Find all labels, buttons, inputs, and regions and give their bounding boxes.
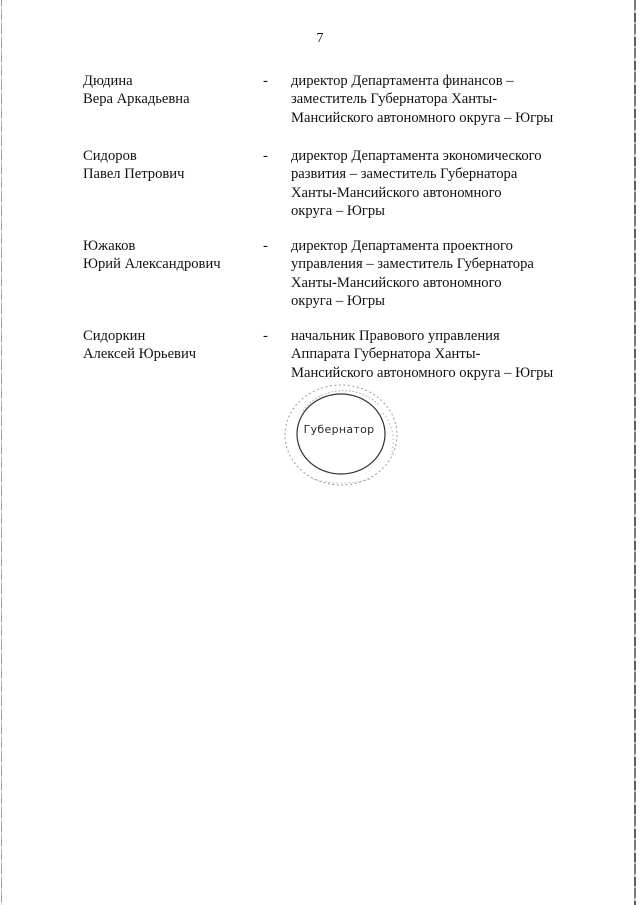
person-surname: Сидоркин <box>83 328 146 344</box>
page-number: 7 <box>316 31 324 46</box>
scan-edge-left <box>1 0 2 905</box>
person-given-names: Вера Аркадьевна <box>83 91 190 108</box>
scan-edge-right <box>634 0 636 905</box>
person-given-names: Юрий Александрович <box>83 256 221 273</box>
stamp-label: Губернатор <box>303 423 375 436</box>
person-name <box>83 327 263 364</box>
person-role: директор Департамента экономического развития – заместитель Губернатора Ханты-Мансийского автономного округа – Югры <box>291 148 542 220</box>
person-surname: Южаков <box>83 238 136 254</box>
person-role: директор Департамента проектного управления – заместитель Губернатора Ханты-Мансийского автономного округа – Югры <box>291 238 534 310</box>
person-surname: Сидоров <box>83 148 137 164</box>
person-role: начальник Правового управления Аппарата Губернатора Ханты- Мансийского автономного округа – Югры <box>291 328 554 381</box>
person-surname: Дюдина <box>83 73 133 89</box>
person-given-names: Алексей Юрьевич <box>83 346 197 363</box>
dash-separator: - <box>263 238 268 254</box>
dash-separator: - <box>263 73 268 89</box>
dash-separator: - <box>263 148 268 164</box>
person-name <box>83 147 263 184</box>
person-role: директор Департамента финансов – заместитель Губернатора Ханты- Мансийского автономного округа – Югры <box>291 73 554 126</box>
dash-separator: - <box>263 328 268 344</box>
official-stamp <box>283 383 401 491</box>
person-given-names: Павел Петрович <box>83 166 185 183</box>
person-name <box>83 237 263 274</box>
stamp-ring-text-trace-bottom <box>313 479 371 483</box>
person-name <box>83 72 263 109</box>
